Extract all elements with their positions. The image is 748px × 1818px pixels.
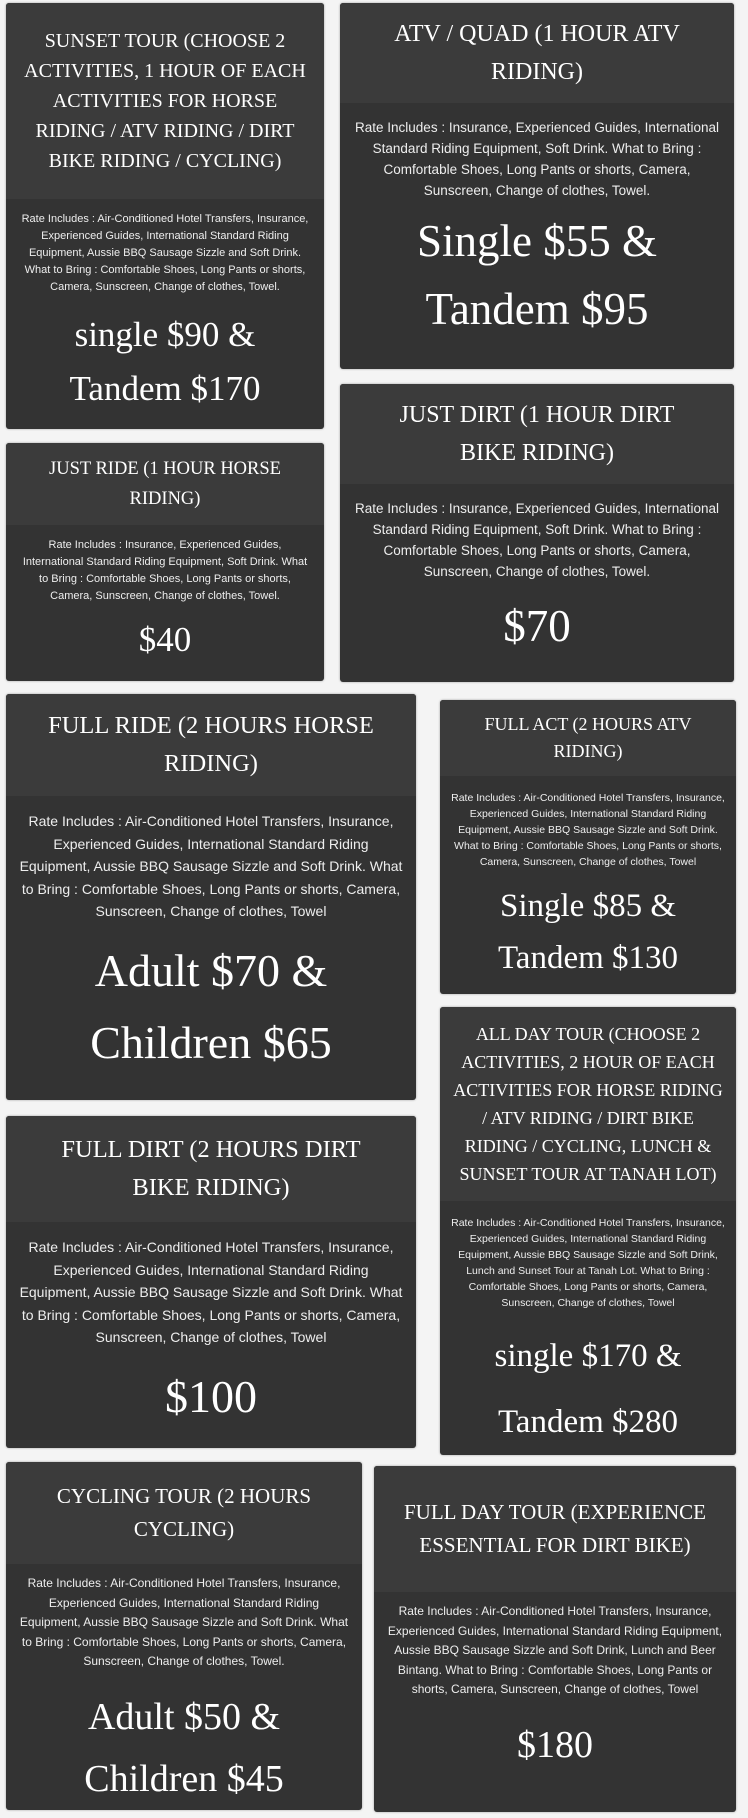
tour-description: Rate Includes : Insurance, Experienced Guides, International Standard Riding Equipment, Soft Drink. What to Bring : Comfortable Shoes, Long Pants or shorts, Camera, Sunscreen, Change of clothes, Towel. [22, 539, 308, 602]
tour-title: JUST DIRT (1 HOUR DIRT BIKE RIDING) [340, 384, 734, 484]
tour-card-full-ride [6, 694, 416, 1100]
tour-description: Rate Includes : Air-Conditioned Hotel Transfers, Insurance, Experienced Guides, International Standard Riding Equipment, Aussie BBQ Sausage Sizzle and Soft Drink, Lunch and Beer Bintang. What to Bring : Comfortable Shoes, Long Pants or shorts, Camera, Sunscreen, Change of clothes, Towel [387, 1604, 723, 1696]
tour-title: CYCLING TOUR (2 HOURS CYCLING) [6, 1462, 362, 1564]
tour-description: Rate Includes : Air-Conditioned Hotel Transfers, Insurance, Experienced Guides, International Standard Riding Equipment, Aussie BBQ Sausage Sizzle and Soft Drink, Lunch and Sunset Tour at Tanah Lot. What to Bring : Comfortable Shoes, Long Pants or shorts, Camera, Sunscreen, Change of clothes, Towel [451, 1217, 725, 1309]
tour-card-full-act [440, 700, 736, 994]
tour-card-full-dirt [6, 1116, 416, 1448]
tour-card-full-day-tour [374, 1466, 736, 1812]
tour-description: Rate Includes : Air-Conditioned Hotel Transfers, Insurance, Experienced Guides, International Standard Riding Equipment, Aussie BBQ Sausage Sizzle and Soft Drink. What to Bring : Comfortable Shoes, Long Pants or shorts, Camera, Sunscreen, Change of clothes, Towel. [21, 213, 309, 293]
tour-description: Rate Includes : Insurance, Experienced Guides, International Standard Riding Equipment, Soft Drink. What to Bring : Comfortable Shoes, Long Pants or shorts, Camera, Sunscreen, Change of clothes, Towel. [355, 120, 719, 198]
tour-card-cycling-tour [6, 1462, 362, 1810]
tour-price: $180 [517, 1723, 593, 1766]
tour-title: FULL ACT (2 HOURS ATV RIDING) [440, 700, 736, 776]
tour-description: Rate Includes : Air-Conditioned Hotel Transfers, Insurance, Experienced Guides, International Standard Riding Equipment, Aussie BBQ Sausage Sizzle and Soft Drink. What to Bring : Comfortable Shoes, Long Pants or shorts, Camera, Sunscreen, Change of clothes, Towel [19, 813, 403, 919]
tour-title: ALL DAY TOUR (CHOOSE 2 ACTIVITIES, 2 HOUR OF EACH ACTIVITIES FOR HORSE RIDING / ATV RIDING / DIRT BIKE RIDING / CYCLING, LUNCH & SUNSET TOUR AT TANAH LOT) [440, 1007, 736, 1201]
tour-card-all-day-tour [440, 1007, 736, 1455]
tour-price: Adult $50 & Children $45 [84, 1695, 284, 1800]
tour-price: $100 [165, 1370, 257, 1422]
tour-title: SUNSET TOUR (CHOOSE 2 ACTIVITIES, 1 HOUR OF EACH ACTIVITIES FOR HORSE RIDING / ATV RIDING / DIRT BIKE RIDING / CYCLING) [6, 3, 324, 199]
tour-price: Single $55 & Tandem $95 [416, 216, 657, 334]
tour-card-just-dirt [340, 384, 734, 682]
tour-price: $70 [503, 601, 571, 651]
tour-card-atv-quad [340, 3, 734, 369]
tour-title: JUST RIDE (1 HOUR HORSE RIDING) [6, 443, 324, 525]
tour-price: Single $85 & Tandem $130 [497, 888, 679, 976]
tour-price: $40 [138, 620, 192, 659]
tour-description: Rate Includes : Insurance, Experienced Guides, International Standard Riding Equipment, Soft Drink. What to Bring : Comfortable Shoes, Long Pants or shorts, Camera, Sunscreen, Change of clothes, Towel. [355, 501, 719, 579]
tour-card-sunset-tour [6, 3, 324, 429]
tour-description: Rate Includes : Air-Conditioned Hotel Transfers, Insurance, Experienced Guides, International Standard Riding Equipment, Aussie BBQ Sausage Sizzle and Soft Drink. What to Bring : Comfortable Shoes, Long Pants or shorts, Camera, Sunscreen, Change of clothes, Towel. [19, 1576, 349, 1668]
tour-title: FULL DAY TOUR (EXPERIENCE ESSENTIAL FOR DIRT BIKE) [374, 1466, 736, 1592]
tour-title: FULL RIDE (2 HOURS HORSE RIDING) [6, 694, 416, 796]
tour-price: single $170 & Tandem $280 [494, 1338, 682, 1440]
tour-price: Adult $70 & Children $65 [90, 944, 332, 1068]
tour-description: Rate Includes : Air-Conditioned Hotel Transfers, Insurance, Experienced Guides, International Standard Riding Equipment, Aussie BBQ Sausage Sizzle and Soft Drink. What to Bring : Comfortable Shoes, Long Pants or shorts, Camera, Sunscreen, Change of clothes, Towel [451, 792, 725, 868]
tour-card-just-ride [6, 443, 324, 681]
tour-title: ATV / QUAD (1 HOUR ATV RIDING) [340, 3, 734, 103]
tour-description: Rate Includes : Air-Conditioned Hotel Transfers, Insurance, Experienced Guides, International Standard Riding Equipment, Aussie BBQ Sausage Sizzle and Soft Drink. What to Bring : Comfortable Shoes, Long Pants or shorts, Camera, Sunscreen, Change of clothes, Towel [19, 1239, 403, 1345]
tour-title: FULL DIRT (2 HOURS DIRT BIKE RIDING) [6, 1116, 416, 1222]
tour-price: single $90 & Tandem $170 [69, 315, 261, 408]
